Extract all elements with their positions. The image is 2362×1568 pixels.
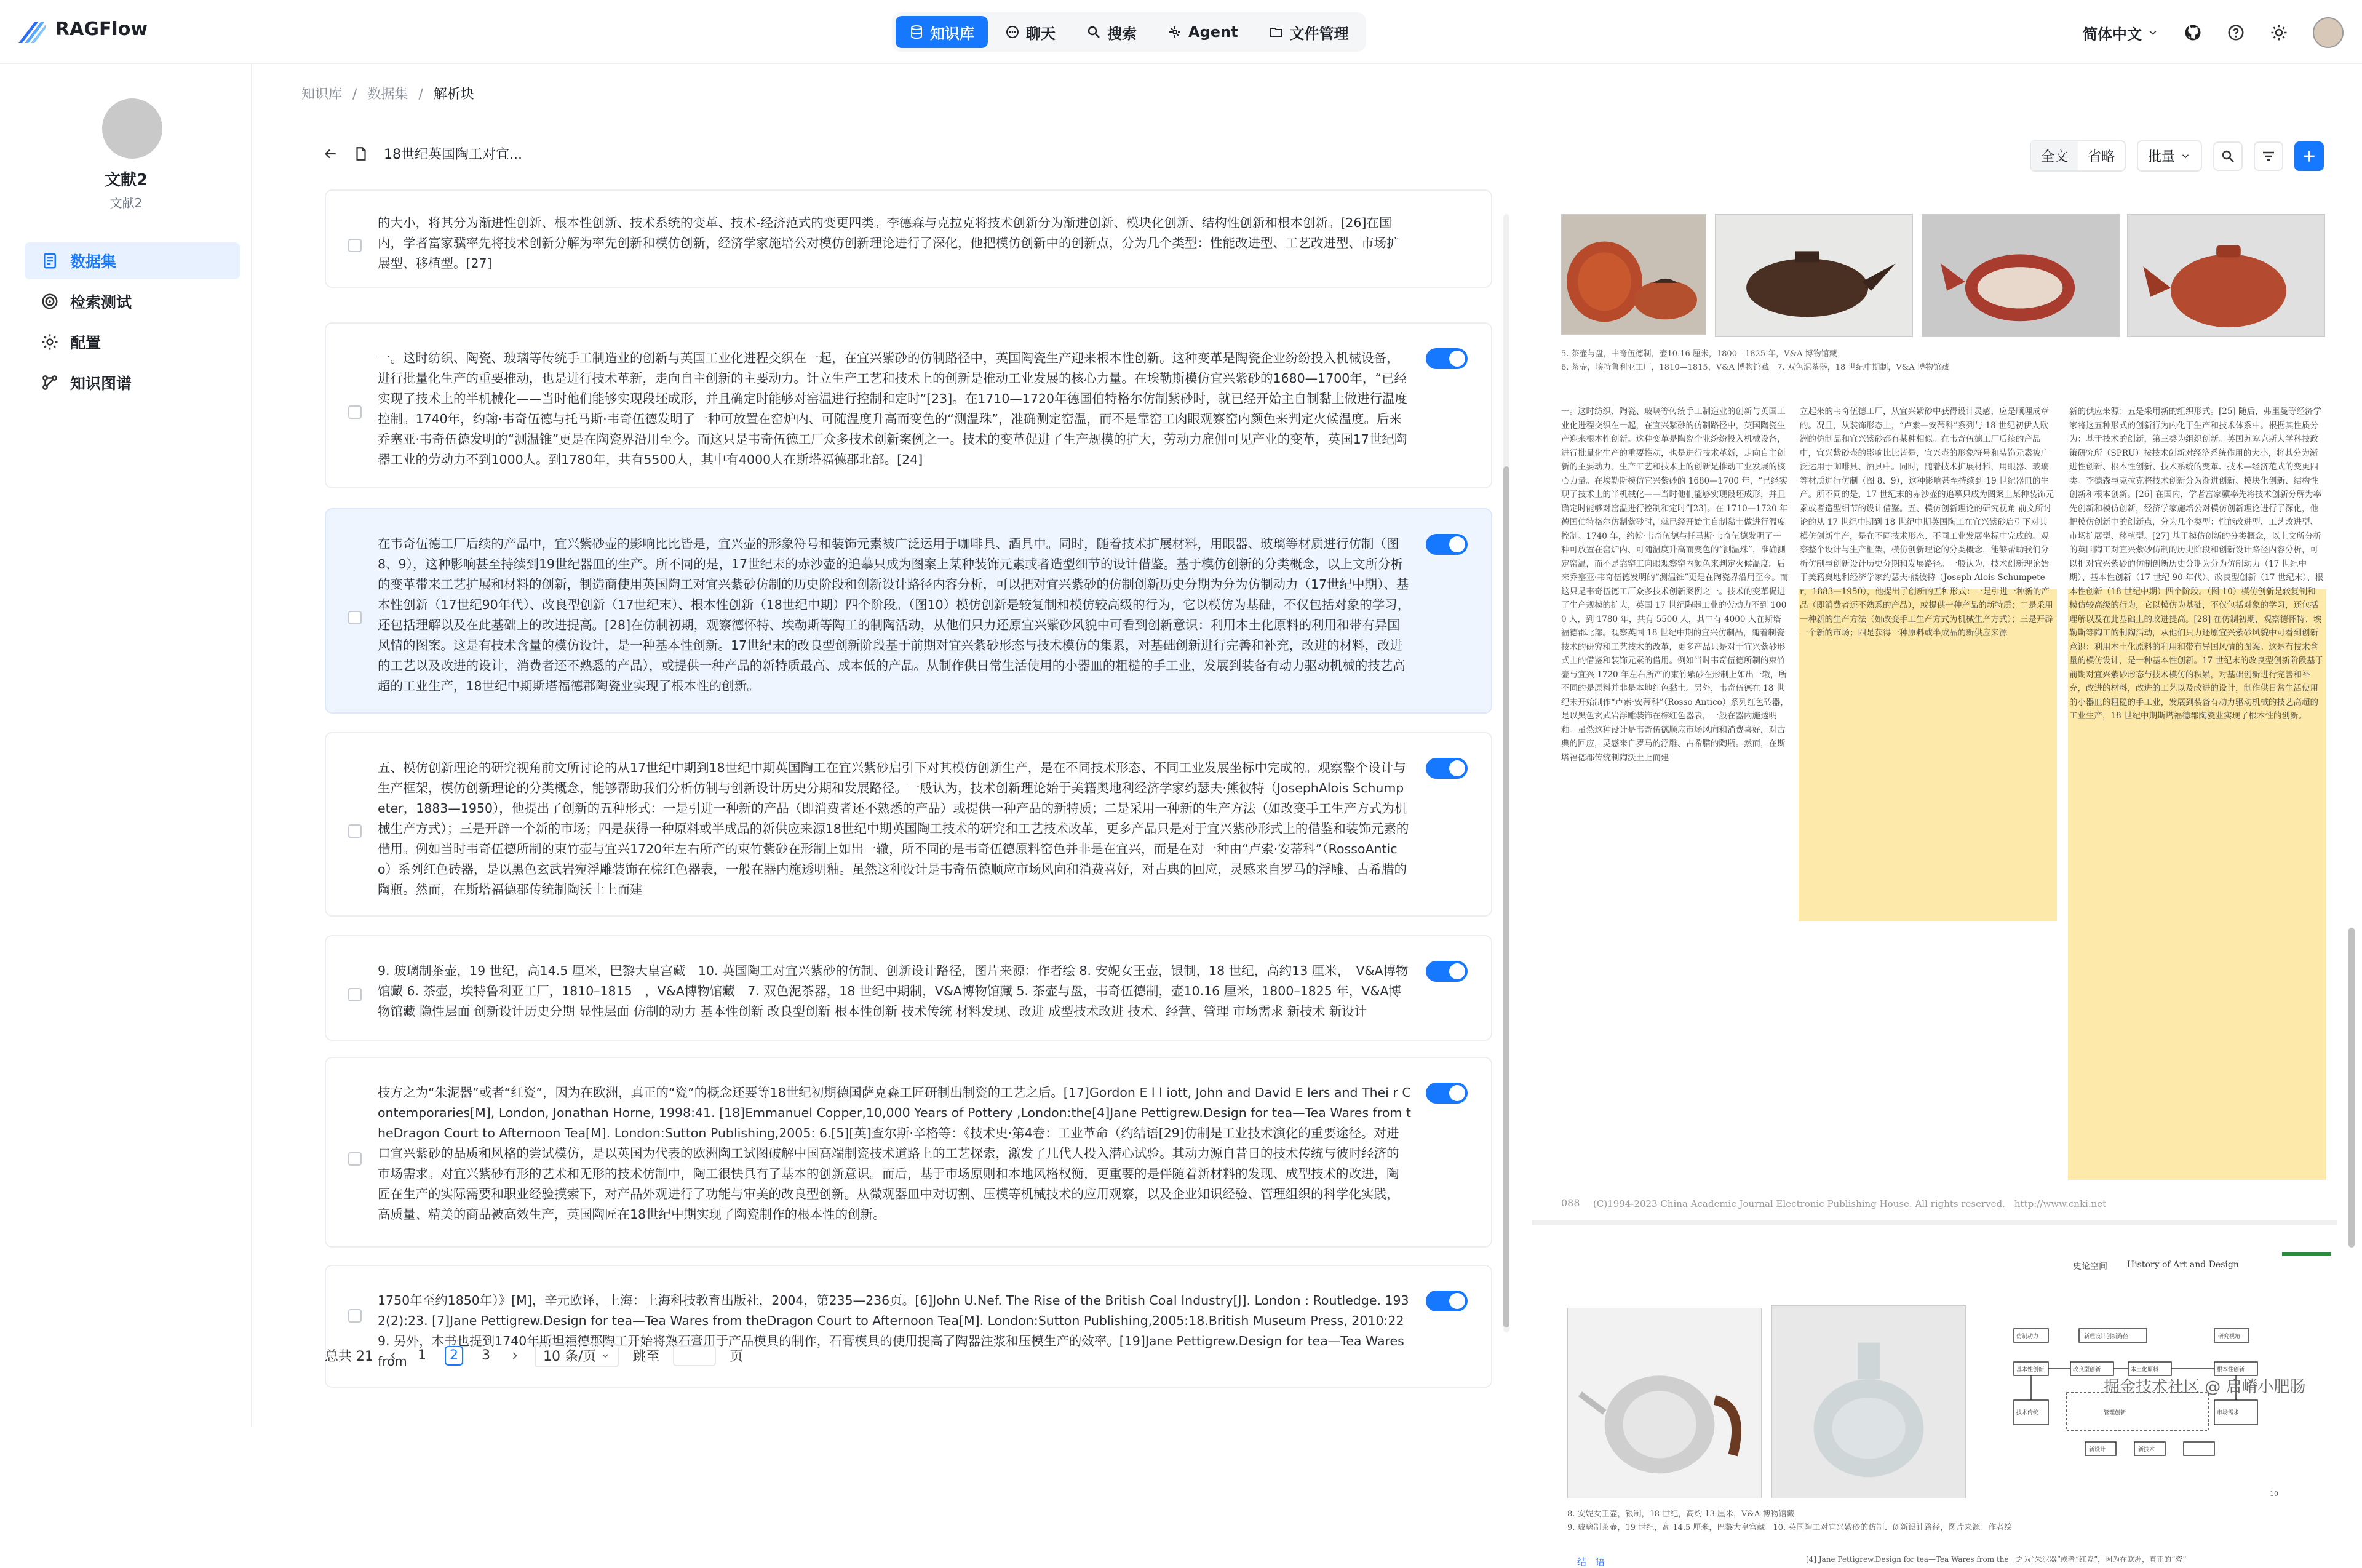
sidebar-item-label: 配置 xyxy=(70,334,101,352)
chunk-text: 1750年至约1850年）》[M]，辛元欧译，上海：上海科技教育出版社，2004，第235—236页。[6]John U.Nef. The Rise of the British Coal Industry[J]. London : Routledge. 1932(2):23. [7]Jane Pettigrew.Design for tea—Tea Wares from theDragon Court to Afternoon Tea[M]. London:Sutton Publishing,2005:18.British Museum Press, 2010:229. 另外，本书也提到1740年斯坦福德郡陶工开始将熟石膏用于产品模具的制作，石膏模具的使用提高了陶器注浆和压模生产的效率。[19]Jane Pettigrew.Design for tea—Tea Wares from xyxy=(378,1293,1409,1369)
database-icon xyxy=(909,25,924,39)
prev-page-icon[interactable] xyxy=(387,1350,399,1362)
nav-label: 聊天 xyxy=(1026,25,1056,42)
add-chunk-button[interactable] xyxy=(2294,141,2324,171)
jump-label: 跳至 xyxy=(632,1349,660,1364)
watermark-text: 掘金技术社区 @ 启嵴小肥肠 xyxy=(2104,1378,2306,1396)
chunk-text: 技方之为“朱泥器”或者“红瓷”，因为在欧洲，真正的“瓷”的概念还要等18世纪初期德国萨克森工匠研制出制瓷的工艺之后。[17]Gordon E l l iott, John and David E lers and Thei r Contemporaries[M], London, Jonathan Horne, 1998:41. [18]Emmanuel Copper,10,000 Years of Pottery ,London:the[4]Jane Pettigrew.Design for tea—Tea Wares from theDragon Court to Afternoon Tea[M]. London:Sutton Publishing,2005: 6.[5][英]查尔斯·辛格等：《技术史·第4卷：工业革命（约结语[29]仿制是工业技术演化的重要途径。对进口宜兴紫砂的品质和风格的尝试模仿，是以英国为代表的欧洲陶工试图破解中国高端制瓷技术道路上的工艺探索，激发了几代人投入潜心试验。其动力源自昔日的技术传统与彼时经济的市场需求。对宜兴紫砂有形的艺术和无形的技术仿制中，陶工很快具有了基本的创新意识。而后，基于市场原则和本地风格权衡，更重要的是伴随着新材料的发现、成型技术的改进，陶匠在生产的实际需要和职业经验摸索下，对产品外观进行了功能与审美的改良型创新。从微观器皿中对切割、压模等机械技术的应用观察，以及企业知识经验、管理组织的科学化实践，高质量、精美的商品被高效生产，英国陶匠在18世纪中期实现了陶瓷制作的根本性的创新。 xyxy=(378,1085,1411,1222)
ragflow-logo-icon[interactable] xyxy=(16,18,48,47)
page-side-number: 10 xyxy=(2270,1490,2278,1498)
svg-text:技术传统: 技术传统 xyxy=(2016,1410,2039,1416)
view-mode-toggle xyxy=(2030,140,2126,172)
page-number: 088 xyxy=(1561,1197,1580,1209)
chevron-down-icon xyxy=(600,1351,610,1361)
page-1[interactable]: 1 xyxy=(418,1348,426,1363)
top-right-tools xyxy=(2083,17,2344,48)
github-icon[interactable] xyxy=(2184,23,2202,42)
help-icon[interactable] xyxy=(2227,23,2245,42)
sidebar-item-retrieval-test[interactable] xyxy=(25,283,240,320)
breadcrumb-current: 解析块 xyxy=(433,87,474,102)
chunk-enable-switch[interactable] xyxy=(1426,348,1468,369)
silver-teapot-photo xyxy=(1567,1308,1762,1498)
agent-icon xyxy=(1167,25,1182,39)
knowledge-base-description: 文献2 xyxy=(109,196,143,210)
page-2[interactable]: 2 xyxy=(445,1346,463,1366)
nav-label: Agent xyxy=(1188,23,1238,41)
red-white-teapot-photo xyxy=(1922,214,2120,337)
svg-text:新设计: 新设计 xyxy=(2089,1447,2106,1453)
chunk-enable-switch[interactable] xyxy=(1426,961,1468,982)
svg-text:基本性创新: 基本性创新 xyxy=(2016,1367,2045,1373)
nav-file-manager[interactable] xyxy=(1255,16,1362,48)
svg-text:新理设计创新路径: 新理设计创新路径 xyxy=(2084,1334,2129,1340)
batch-label: 批量 xyxy=(2148,149,2176,165)
pdf-text-column: 一。这时纺织、陶瓷、玻璃等传统手工制造业的创新与英国工业化进程交织在一起，在宜兴紫砂的仿制路径中，英国陶瓷生产迎来根本性创新。这种变革是陶瓷企业纷纷投入机械设备，进行批量化生产的重要推动，也是进行技术革新，走向自主创新的主要动力。生产工艺和技术上的创新是推动工业发展的核心力量。在埃勒斯模仿宜兴紫砂的 1680—1700 年，“已经实现了技术上的半机械化——当时他们能够实现段坯成形，并且确定时能够对窑温进行控制和定时”[23]。在 1710—1720 年德国伯特格尔仿制紫砂时，就已经开始主自制黏土做进行温度控制。1740 年，约翰·韦奇伍德与托马斯·韦奇伍德发明了一种可放置在窑炉内、可随温度升高而变色的“测温珠”，准确测定窑温，而不是靠窑工肉眼观察窑内颜色来判定火候温度。后来乔塞亚·韦奇伍德发明的“测温锥”更是在陶瓷界沿用至今。而这只是韦奇伍德工厂众多技术创新案例之一。技术的变革促进了生产规模的扩大，英国 17 世纪陶器工业的劳动力不到 1000 人，到 1780 年，共有 5500 人，其中有 4000 人在斯塔福德郡北部。观察英国 18 世纪中期的宜兴仿制品，随着制瓷技术的研究和工艺技术的改革，更多产品只是对于宜兴紫砂形式上的借鉴和装饰元素的借用。例如当时韦奇伍德所制的束竹壶与宜兴 1720 年左右所产的束竹紫砂在形制上如出一辙，所不同的是原料并非是本地红色黏土。另外，韦奇伍德在 18 世纪末开始制作“卢索·安蒂科”（Rosso Antico）系列红色砖器，是以黑色玄武岩浮雕装饰在棕红色器表，一般在器内施透明釉。虽然这种设计是韦奇伍德顺应市场风向和消费喜好，对古典的回应，灵感来自罗马的浮雕、古希腊的陶瓶。然而，在斯塔福德郡传统制陶沃土上而建 xyxy=(1561,407,1789,763)
language-select[interactable] xyxy=(2083,22,2159,44)
language-label: 简体中文 xyxy=(2083,25,2142,43)
figure-caption: 6. 茶壶，埃特鲁利亚工厂，1810—1815，V&A 博物馆藏 7. 双色泥茶器，18 世纪中期制，V&A 博物馆藏 xyxy=(1561,363,1949,372)
search-icon xyxy=(2221,149,2235,164)
graph-icon xyxy=(41,373,59,392)
svg-text:管理创新: 管理创新 xyxy=(2104,1410,2126,1416)
chunk-card[interactable] xyxy=(325,732,1492,917)
chunk-text: 五、模仿创新理论的研究视角前文所讨论的从17世纪中期到18世纪中期英国陶工在宜兴紫砂启引下对其模仿创新生产，是在不同技术形态、不同工业发展坐标中完成的。观察整个设计与生产框架，模仿创新理论的分类概念，能够帮助我们分析仿制与创新设计历史分期和发展路径。一般认为，技术创新理论始于美籍奥地利经济学家约瑟夫·熊彼特（JosephAlois Schumpeter，1883—1950），他提出了创新的五种形式：一是引进一种新的产品（即消费者还不熟悉的产品）或提供一种产品的新特质；二是采用一种新的生产方法（如改变手工生产方式为机械生产方式）；三是开辟一个新的市场；四是获得一种原料或半成品的新供应来源18世纪中期英国陶工技术的研究和工艺技术改革，更多产品只是对于宜兴紫砂形式上的借鉴和装饰元素的借用。例如当时韦奇伍德所制的束竹壶与宜兴1720年左右所产的束竹紫砂在形制上如出一辙，所不同的是韦奇伍德原料窑色并非是在宜兴，而是在对一种由“卢索·安蒂科”（RossoAntico）系列红色砖器，是以黑色玄武岩宛浮雕装饰在棕红色器表，一般在器内施透明釉。虽然这种设计是韦奇伍德顺应市场风向和消费喜好，对古典的回应，灵感来自罗马的浮雕、古希腊的陶瓶。然而，在斯塔福德郡传统制陶沃土上而建 xyxy=(378,760,1409,897)
filter-icon xyxy=(2261,149,2276,164)
chunk-text: 在韦奇伍德工厂后续的产品中，宜兴紫砂壶的影响比比皆是，宜兴壶的形象符号和装饰元素被广泛运用于咖啡具、酒具中。同时，随着技术扩展材料，用眼器、玻璃等材质进行仿制（图8、9），这种影响甚至持续到19世纪器皿的生产。所不同的是，17世纪末的赤沙壶的追摹只成为图案上某种装饰元素或者造型细节的设计借鉴。基于模仿创新的分类概念，以上文所分析的变革带来工艺扩展和材料的创新，制造商使用英国陶工对宜兴紫砂仿制的历史阶段和创新设计路径内容分析，可以把对宜兴紫砂的仿制创新历史分期为分为仿制动力（17世纪中期）、基本性创新（17世纪90年代）、改良型创新（17世纪末）、根本性创新（18世纪中期）四个阶段。（图10）模仿创新是较复制和模仿较高级的行为，它以模仿为基础，不仅包括对象的学习，还包括理解以及在此基础上的改进提高。[28]在仿制初期，观察德怀特、埃勒斯等陶工的制陶活动，从他们只力还原宜兴紫砂风貌中可看到创新意识：利用本土化原料的利用和带有异国风情的图案。这是有技术含量的模仿设计，是一种基本性创新。17世纪末的改良型创新阶段基于前期对宜兴紫砂形态与技术模仿的集累，对基础创新进行完善和补充，改进的材料，改进的工艺以及改进的设计，消费者还不熟悉的产品），或提供一种产品的新特质最高、成本低的产品。从制作供日常生活使用的小器皿的粗糙的手工业，发展到装备有动力驱动机械的技艺高超的工业生产，18世纪中期斯塔福德郡陶瓷业实现了根本性的创新。 xyxy=(378,536,1410,693)
pdf-preview-scrollbar[interactable] xyxy=(2348,214,2355,1332)
knowledge-base-avatar xyxy=(102,98,162,159)
breadcrumb-knowledge-base[interactable]: 知识库 xyxy=(301,87,343,102)
breadcrumb xyxy=(301,84,474,103)
breadcrumb-separator: / xyxy=(352,87,357,102)
search-icon xyxy=(1086,25,1101,39)
chunk-enable-switch[interactable] xyxy=(1426,1083,1468,1104)
folder-icon xyxy=(1269,25,1284,39)
document-header xyxy=(322,144,522,163)
pdf-text-column: 立起来的韦奇伍德工厂，从宜兴紫砂中获得设计灵感，应是顺理成章的。况且，从装饰形态上，“卢索—安蒂科”系列与 18 世纪初伊人欧洲的仿制品和宜兴紫砂都有某种相似。在韦奇伍德工厂后续的产品中，宜兴紫砂壶的影响比比皆是，宜兴壶的形象符号和装饰元素被广泛运用于咖啡具、酒具中。同时，随着技术扩展材料，用眼器、玻璃等材质进行仿制（图 8、9），这种影响甚至持续到 19 世纪器皿的生产。所不同的是，17 世纪末的赤沙壶的追摹只成为图案上某种装饰元素或者造型细节的设计借鉴。五、模仿创新理论的研究视角 前文所讨论的从 17 世纪中期到 18 世纪中期英国陶工在宜兴紫砂启引下对其模仿创新生产，是在不同技术形态、不同工业发展坐标中完成的。观察整个设计与生产框架，模仿创新理论的分类概念，能够帮助我们分析仿制与创新设计历史分期和发展路径。一般认为，技术创新理论始于美籍奥地利经济学家约瑟夫·熊彼特（Joseph Alois Schumpeter，1883—1950），他提出了创新的五种形式：一是引进一种新的产品（即消费者还不熟悉的产品），或提供一种产品的新特质；二是采用一种新的生产方法（如改变手工生产方式为机械生产方式）；三是开辟一个新的市场；四是获得一种原料或半成品的新供应来源 xyxy=(1800,407,2054,638)
dataset-icon xyxy=(41,252,59,270)
back-arrow-icon[interactable] xyxy=(322,146,338,162)
nav-search[interactable] xyxy=(1073,16,1150,48)
chunk-card[interactable] xyxy=(325,189,1492,288)
sidebar-item-dataset[interactable] xyxy=(25,242,240,279)
chunk-checkbox[interactable] xyxy=(348,611,362,624)
batch-dropdown[interactable] xyxy=(2137,140,2202,172)
figure-caption: 8. 安妮女王壶，银制，18 世纪，高约 13 厘米，V&A 博物馆藏 xyxy=(1567,1510,1795,1519)
nav-agent[interactable] xyxy=(1154,16,1252,48)
svg-text:新技术: 新技术 xyxy=(2138,1447,2155,1453)
page-size-label: 10 条/页 xyxy=(543,1349,597,1364)
gear-icon xyxy=(41,333,59,351)
nav-label: 知识库 xyxy=(930,25,974,42)
page-suffix: 页 xyxy=(730,1349,744,1364)
sidebar-item-label: 检索测试 xyxy=(70,293,132,311)
sidebar xyxy=(0,64,252,1427)
journal-name-cn: 史论空间 xyxy=(2073,1262,2107,1272)
top-bar xyxy=(0,0,2362,64)
svg-text:根本性创新: 根本性创新 xyxy=(2217,1367,2245,1373)
brand-name: RAGFlow xyxy=(55,18,148,40)
breadcrumb-dataset[interactable]: 数据集 xyxy=(367,87,408,102)
section-heading: 结 语 xyxy=(1577,1556,1605,1567)
red-teapot-photo xyxy=(2127,214,2325,337)
svg-text:本土化原料: 本土化原料 xyxy=(2131,1367,2159,1373)
page-separator xyxy=(1532,1220,2337,1225)
chunk-card[interactable] xyxy=(325,1057,1492,1248)
nav-knowledge-base[interactable] xyxy=(896,16,988,48)
chunk-checkbox[interactable] xyxy=(348,988,362,1001)
jump-page-input[interactable] xyxy=(673,1345,716,1366)
next-page-icon[interactable] xyxy=(509,1350,521,1362)
chunk-checkbox[interactable] xyxy=(348,239,362,252)
chunk-text: 9. 玻璃制茶壶，19 世纪，高14.5 厘米，巴黎大皇宫藏 10. 英国陶工对宜兴紫砂的仿制、创新设计路径，图片来源：作者绘 8. 安妮女王壶，银制，18 世纪，高约13 厘米， V&A博物馆藏 6. 茶壶，埃特鲁利亚工厂，1810–1815 ，V&A博物馆藏 7. 双色泥茶器，18 世纪中期制，V&A博物馆藏 5. 茶壶与盘，韦奇伍德制，壶10.16 厘米，1800–1825 年，V&A博物馆藏 隐性层面 创新设计历史分期 显性层面 仿制的动力 基本性创新 改良型创新 根本性创新 技术传统 材料发现、改进 成型技术改进 技术、经营、管理 市场需求 新技术 新设计 xyxy=(378,963,1409,1019)
sidebar-item-label: 数据集 xyxy=(70,253,117,271)
file-icon xyxy=(353,146,369,162)
chunk-card[interactable] xyxy=(325,322,1492,488)
knowledge-base-name: 文献2 xyxy=(104,171,148,189)
nav-label: 文件管理 xyxy=(1289,25,1349,42)
journal-green-bar xyxy=(2282,1252,2331,1256)
svg-text:市场需求: 市场需求 xyxy=(2217,1410,2240,1416)
chunk-enable-switch[interactable] xyxy=(1426,534,1468,555)
chunk-checkbox[interactable] xyxy=(348,1309,362,1323)
nav-label: 搜索 xyxy=(1107,25,1137,42)
journal-name: History of Art and Design xyxy=(2127,1260,2239,1270)
pdf-copyright-footer: (C)1994-2023 China Academic Journal Electronic Publishing House. All rights reserved. http://www.cnki.net xyxy=(1593,1198,2107,1209)
full-text-option[interactable]: 全文 xyxy=(2031,141,2078,170)
chunk-list-scrollbar[interactable] xyxy=(1503,214,1509,1332)
figure-caption: 9. 玻璃制茶壶，19 世纪，高 14.5 厘米，巴黎大皇宫藏 10. 英国陶工对宜兴紫砂的仿制、创新设计路径，图片来源：作者绘 xyxy=(1567,1523,2013,1532)
svg-text:改良型创新: 改良型创新 xyxy=(2073,1367,2101,1373)
plus-icon xyxy=(2301,148,2317,164)
nav-chat[interactable] xyxy=(992,16,1069,48)
target-icon xyxy=(41,292,59,311)
teapot-plate-photo xyxy=(1561,214,1706,335)
chunk-toolbar xyxy=(2030,140,2324,172)
pagination xyxy=(325,1343,743,1367)
chunk-text: 一。这时纺织、陶瓷、玻璃等传统手工制造业的创新与英国工业化进程交织在一起，在宜兴紫砂的仿制路径中，英国陶瓷生产迎来根本性创新。这种变革是陶瓷企业纷纷投入机械设备，进行批量化生产的重要推动，也是进行技术革新，走向自主创新的主要动力。计立生产工艺和技术上的创新是推动工业发展的核心力量。在埃勒斯模仿宜兴紫砂的1680—1700年，“已经实现了技术上的半机械化——当时他们能够实现段坯成形，并且确定时能够对窑温进行控制和定时”[23]。在1710—1720年德国伯特格尔仿制紫砂时，就已经开始主自制黏土做进行温度控制。1740年，约翰·韦奇伍德与托马斯·韦奇伍德发明了一种可放置在窑炉内、可随温度升高而变色的“测温珠”，准确测定窑温，而不是靠窑工肉眼观察窑内颜色来判定火候温度。后来乔塞亚·韦奇伍德发明的“测温锥”更是在陶瓷界沿用至今。而这只是韦奇伍德工厂众多技术创新案例之一。技术的变革促进了生产规模的扩大，劳动力雇佣可见产业的变革，英国17世纪陶器工业的劳动力不到1000人。到1780年，共有5500人，其中有4000人在斯塔福德郡北部。[24] xyxy=(378,351,1408,467)
sidebar-item-knowledge-graph[interactable] xyxy=(25,364,240,401)
svg-text:仿制动力: 仿制动力 xyxy=(2016,1334,2039,1340)
document-title: 18世纪英国陶工对宜... xyxy=(384,147,522,162)
chunk-enable-switch[interactable] xyxy=(1426,1291,1468,1311)
chunk-enable-switch[interactable] xyxy=(1426,758,1468,779)
glass-teapot-photo xyxy=(1772,1305,1966,1498)
breadcrumb-separator: / xyxy=(418,87,423,102)
total-count: 总共 21 xyxy=(325,1349,373,1364)
user-avatar[interactable] xyxy=(2313,17,2344,48)
theme-sun-icon[interactable] xyxy=(2270,23,2288,42)
figure-caption: 5. 茶壶与盘，韦奇伍德制，壶10.16 厘米，1800—1825 年，V&A 博物馆藏 xyxy=(1561,349,1837,359)
chevron-down-icon xyxy=(2147,26,2159,39)
chat-icon xyxy=(1005,25,1020,39)
search-button[interactable] xyxy=(2213,141,2243,171)
chunk-text: 的大小，将其分为渐进性创新、根本性创新、技术系统的变革、技术-经济范式的变更四类。李德森与克拉克将技术创新分为渐进创新、模块化创新、结构性创新和根本创新。[26]在国内，学者富家骥率先将技术创新分解为率先创新和模仿创新，经济学家施培公对模仿创新理论进行了深化，他把模仿创新中的创新点，分为几个类型：性能改进型、工艺改进型、市场扩展型、移植型。[27] xyxy=(378,215,1399,271)
sidebar-item-label: 知识图谱 xyxy=(70,375,132,392)
chunk-card[interactable] xyxy=(325,1265,1492,1388)
pdf-text-column: 新的供应来源；五是采用新的组织形式。[25] 随后，弗里曼等经济学家将这五种形式的创新行为内化于生产和技术体系中。根据其性质分为：基于技术的创新，第三类为组织创新。英国苏塞克斯大学科技政策研究所（SPRU）按技术创新对经济系统作用的大小，将其分为渐进性创新、根本性创新、技术系统的变革、技术—经济范式的变更四类。李德森与克拉克将技术创新分为渐进创新、模块化创新、结构性创新和根本创新。[26] 在国内，学者富家骥率先将技术创新分解为率先创新和模仿创新，经济学家施培公对模仿创新理论进行了深化，他把模仿创新中的创新点，分为几个类型：性能改进型、工艺改进型、市场扩展型、移植型。[27] 基于模仿创新的分类概念，以上文所分析的英国陶工对宜兴紫砂仿制的历史阶段和创新设计路径内容分析，可以把对宜兴紫砂的仿制创新历史分期为分为仿制动力（17 世纪中期）、基本性创新（17 世纪 90 年代）、改良型创新（17 世纪末）、根本性创新（18 世纪中期）四个阶段。（图 10）模仿创新是较复制和模仿较高级的行为，它以模仿为基础，不仅包括对象的学习，还包括理解以及在此基础上的改进提高。[28] 在仿制初期，观察德怀特、埃勒斯等陶工的制陶活动，从他们只力还原宜兴紫砂风貌中可看到创新意识：利用本土化原料的利用和带有异国风情的图案。这是有技术含量的模仿设计，是一种基本性创新。17 世纪末的改良型创新阶段基于前期对宜兴紫砂形态与技术模仿的积累，对基础创新进行完善和补充，改进的材料，改进的工艺以及改进的设计，制作供日常生活使用的小器皿的粗糙的手工业，发展到装备有动力驱动机械的技艺高超的工业生产，18 世纪中期斯塔福德郡陶瓷业实现了根本性的创新。 xyxy=(2069,407,2323,721)
svg-text:研究视角: 研究视角 xyxy=(2218,1334,2241,1340)
chunk-card[interactable] xyxy=(325,935,1492,1041)
pdf-footnote: [4] Jane Pettigrew.Design for tea—Tea Wares from the 之为“朱泥器”或者“红瓷”，因为在欧洲，真正的“瓷” xyxy=(1806,1555,2187,1564)
sidebar-item-config[interactable] xyxy=(25,324,240,360)
main-nav xyxy=(892,12,1366,52)
page-size-select[interactable] xyxy=(535,1343,619,1367)
chunk-checkbox[interactable] xyxy=(348,1152,362,1166)
ellipsis-option[interactable]: 省略 xyxy=(2088,149,2115,165)
chunk-checkbox[interactable] xyxy=(348,405,362,419)
chevron-down-icon xyxy=(2180,151,2191,162)
chunk-card[interactable] xyxy=(325,508,1492,714)
black-teapot-photo xyxy=(1715,214,1913,337)
filter-button[interactable] xyxy=(2254,141,2283,171)
page-3[interactable]: 3 xyxy=(482,1348,490,1363)
chunk-checkbox[interactable] xyxy=(348,824,362,838)
